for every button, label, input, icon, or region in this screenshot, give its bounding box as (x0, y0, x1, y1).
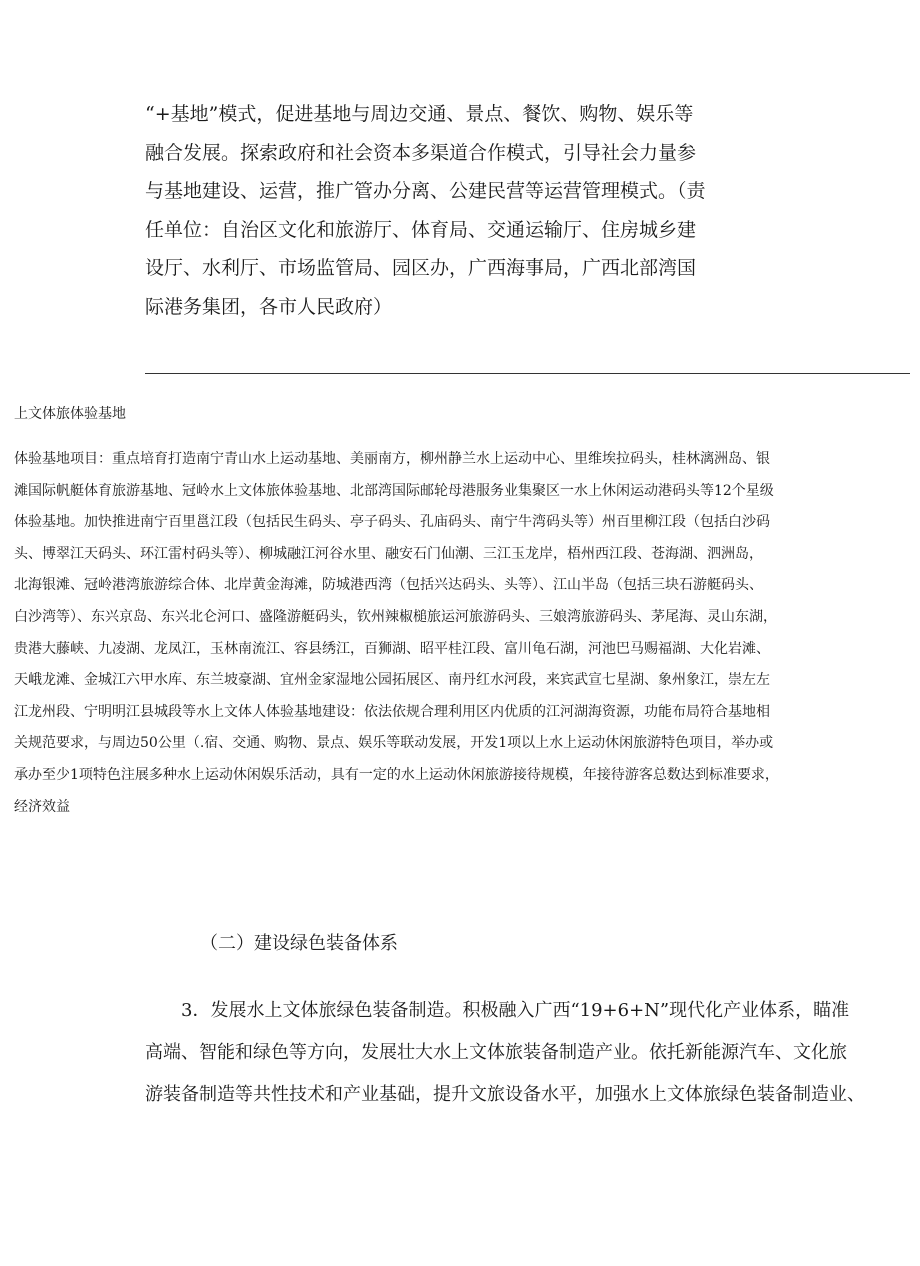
section-heading: （二）建设绿色装备体系 (200, 933, 398, 954)
text-line: 北海银滩、冠岭港湾旅游综合体、北岸黄金海滩，防城港西湾（包括兴达码头、头等）、江山半岛（包括三块石游艇码头、 (14, 577, 763, 594)
text-line: 头、博翠江天码头、环江雷村码头等）、柳城融江河谷水里、融安石门仙潮、三江玉龙岸，梧州西江段、苍海湖、泗洲岛， (14, 545, 763, 562)
text-line: 融合发展。探索政府和社会资本多渠道合作模式，引导社会力量参 (145, 141, 697, 164)
text-line: 经济效益 (14, 798, 70, 815)
paragraph-experience-bases (14, 444, 914, 823)
text-line: 天峨龙滩、金城江六甲水库、东兰坡豪湖、宜州金家湿地公园拓展区、南丹红水河段，来宾武宣七星湖、象州象江，崇左左 (14, 672, 770, 689)
text-line: 白沙湾等）、东兴京岛、东兴北仑河口、盛隆游艇码头，钦州辣椒槌旅运河旅游码头、三娘湾旅游码头、茅尾海、灵山东湖， (14, 608, 777, 625)
text-line: 滩国际帆艇体育旅游基地、冠岭水上文体旅体验基地、北部湾国际邮轮母港服务业集聚区一水上休闲运动港码头等12个星级 (14, 482, 774, 499)
text-line: 3．发展水上文体旅绿色装备制造。积极融入广西“19+6+N”现代化产业体系，瞄准 (181, 1000, 850, 1021)
text-line: 江龙州段、宁明明江县城段等水上文体人体验基地建设：依法依规合理利用区内优质的江河湖海资源，功能布局符合基地相 (14, 703, 770, 720)
text-line: “+基地”模式，促进基地与周边交通、景点、餐饮、购物、娱乐等 (145, 103, 694, 125)
subsection-heading: 上文体旅体验基地 (14, 406, 126, 422)
text-line: 贵港大藤峡、九凌湖、龙凤江，玉林南流江、容县绣江，百狮湖、昭平桂江段、富川龟石湖，河池巴马赐福湖、大化岩滩、 (14, 640, 770, 657)
paragraph-base-model (145, 95, 745, 326)
paragraph-green-equipment (145, 990, 920, 1116)
text-line: 体验基地项目：重点培育打造南宁青山水上运动基地、美丽南方，柳州静兰水上运动中心、里维埃拉码头，桂林漓洲岛、银 (14, 451, 770, 467)
text-line: 际港务集团，各市人民政府） (145, 295, 393, 318)
text-line: 设厅、水利厅、市场监管局、园区办，广西海事局，广西北部湾国 (145, 257, 697, 279)
text-line: 游装备制造等共性技术和产业基础，提升文旅设备水平，加强水上文体旅绿色装备制造业、 (145, 1084, 865, 1105)
text-line: 高端、智能和绿色等方向，发展壮大水上文体旅装备制造产业。依托新能源汽车、文化旅 (145, 1042, 847, 1063)
text-line: 关规范要求，与周边50公里（.宿、交通、购物、景点、娱乐等联动发展，开发1项以上水上运动休闲旅游特色项目，举办或 (14, 735, 774, 752)
horizontal-divider (145, 373, 910, 374)
text-line: 任单位：自治区文化和旅游厅、体育局、交通运输厅、住房城乡建 (145, 218, 697, 241)
text-line: 体验基地。加快推进南宁百里邕江段（包括民生码头、亭子码头、孔庙码头、南宁牛湾码头等）州百里柳江段（包括白沙码 (14, 514, 770, 531)
text-line: 与基地建设、运营，推广管办分离、公建民营等运营管理模式。（责 (145, 180, 706, 202)
text-line: 承办至少1项特色注展多种水上运动休闲娱乐活动，具有一定的水上运动休闲旅游接待规模，年接待游客总数达到标准要求， (14, 766, 779, 783)
